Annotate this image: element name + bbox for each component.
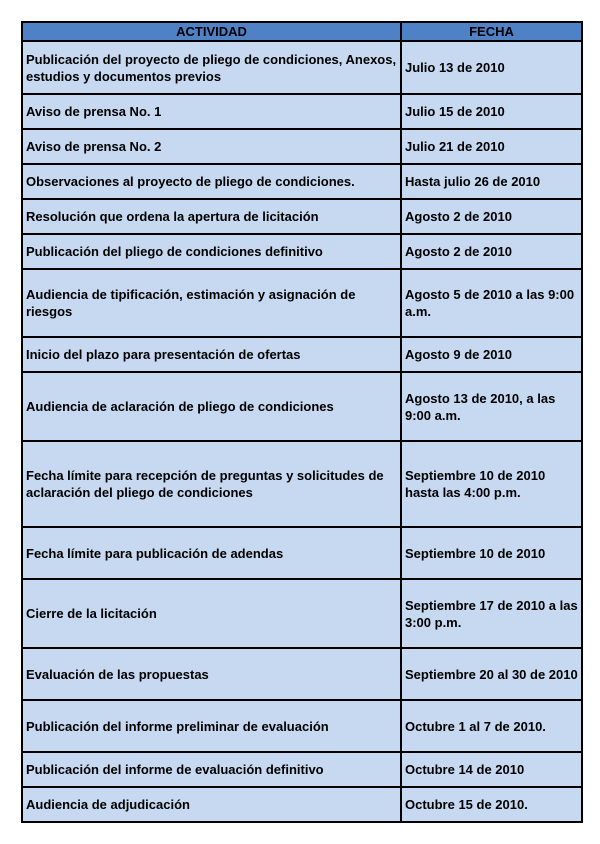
table-row	[22, 164, 582, 199]
table-row	[22, 648, 582, 700]
date-cell: Octubre 15 de 2010.	[401, 787, 582, 822]
activity-cell: Cierre de la licitación	[22, 579, 401, 648]
date-cell: Agosto 2 de 2010	[401, 199, 582, 234]
table-row	[22, 234, 582, 269]
activity-cell: Audiencia de adjudicación	[22, 787, 401, 822]
date-cell: Agosto 2 de 2010	[401, 234, 582, 269]
table-row	[22, 752, 582, 787]
date-cell: Hasta julio 26 de 2010	[401, 164, 582, 199]
activity-cell: Inicio del plazo para presentación de ofertas	[22, 337, 401, 372]
activity-column-header: ACTIVIDAD	[22, 22, 401, 41]
activity-cell: Publicación del proyecto de pliego de condiciones, Anexos, estudios y documentos previos	[22, 41, 401, 94]
date-cell: Septiembre 17 de 2010 a las 3:00 p.m.	[401, 579, 582, 648]
activity-cell: Publicación del pliego de condiciones definitivo	[22, 234, 401, 269]
activity-cell: Observaciones al proyecto de pliego de condiciones.	[22, 164, 401, 199]
activity-cell: Audiencia de aclaración de pliego de condiciones	[22, 372, 401, 441]
table-row	[22, 787, 582, 822]
table-row	[22, 700, 582, 752]
table-row	[22, 441, 582, 527]
date-column-header: FECHA	[401, 22, 582, 41]
date-cell: Agosto 13 de 2010, a las 9:00 a.m.	[401, 372, 582, 441]
date-cell: Julio 15 de 2010	[401, 94, 582, 129]
date-cell: Julio 21 de 2010	[401, 129, 582, 164]
activity-cell: Fecha límite para recepción de preguntas y solicitudes de aclaración del pliego de condiciones	[22, 441, 401, 527]
date-cell: Agosto 5 de 2010 a las 9:00 a.m.	[401, 269, 582, 337]
activity-cell: Aviso de prensa No. 2	[22, 129, 401, 164]
table-row	[22, 129, 582, 164]
table-row	[22, 94, 582, 129]
table-row	[22, 41, 582, 94]
table-row	[22, 527, 582, 579]
activity-cell: Evaluación de las propuestas	[22, 648, 401, 700]
date-cell: Octubre 14 de 2010	[401, 752, 582, 787]
activity-cell: Resolución que ordena la apertura de licitación	[22, 199, 401, 234]
activity-cell: Fecha límite para publicación de adendas	[22, 527, 401, 579]
schedule-table	[21, 21, 583, 823]
date-cell: Septiembre 10 de 2010 hasta las 4:00 p.m.	[401, 441, 582, 527]
date-cell: Octubre 1 al 7 de 2010.	[401, 700, 582, 752]
activity-cell: Aviso de prensa No. 1	[22, 94, 401, 129]
header-row	[22, 22, 582, 41]
table-row	[22, 579, 582, 648]
date-cell: Agosto 9 de 2010	[401, 337, 582, 372]
table-row	[22, 337, 582, 372]
table-row	[22, 199, 582, 234]
table-row	[22, 269, 582, 337]
table-row	[22, 372, 582, 441]
activity-cell: Publicación del informe preliminar de evaluación	[22, 700, 401, 752]
date-cell: Septiembre 20 al 30 de 2010	[401, 648, 582, 700]
activity-cell: Audiencia de tipificación, estimación y asignación de riesgos	[22, 269, 401, 337]
date-cell: Julio 13 de 2010	[401, 41, 582, 94]
activity-cell: Publicación del informe de evaluación definitivo	[22, 752, 401, 787]
date-cell: Septiembre 10 de 2010	[401, 527, 582, 579]
